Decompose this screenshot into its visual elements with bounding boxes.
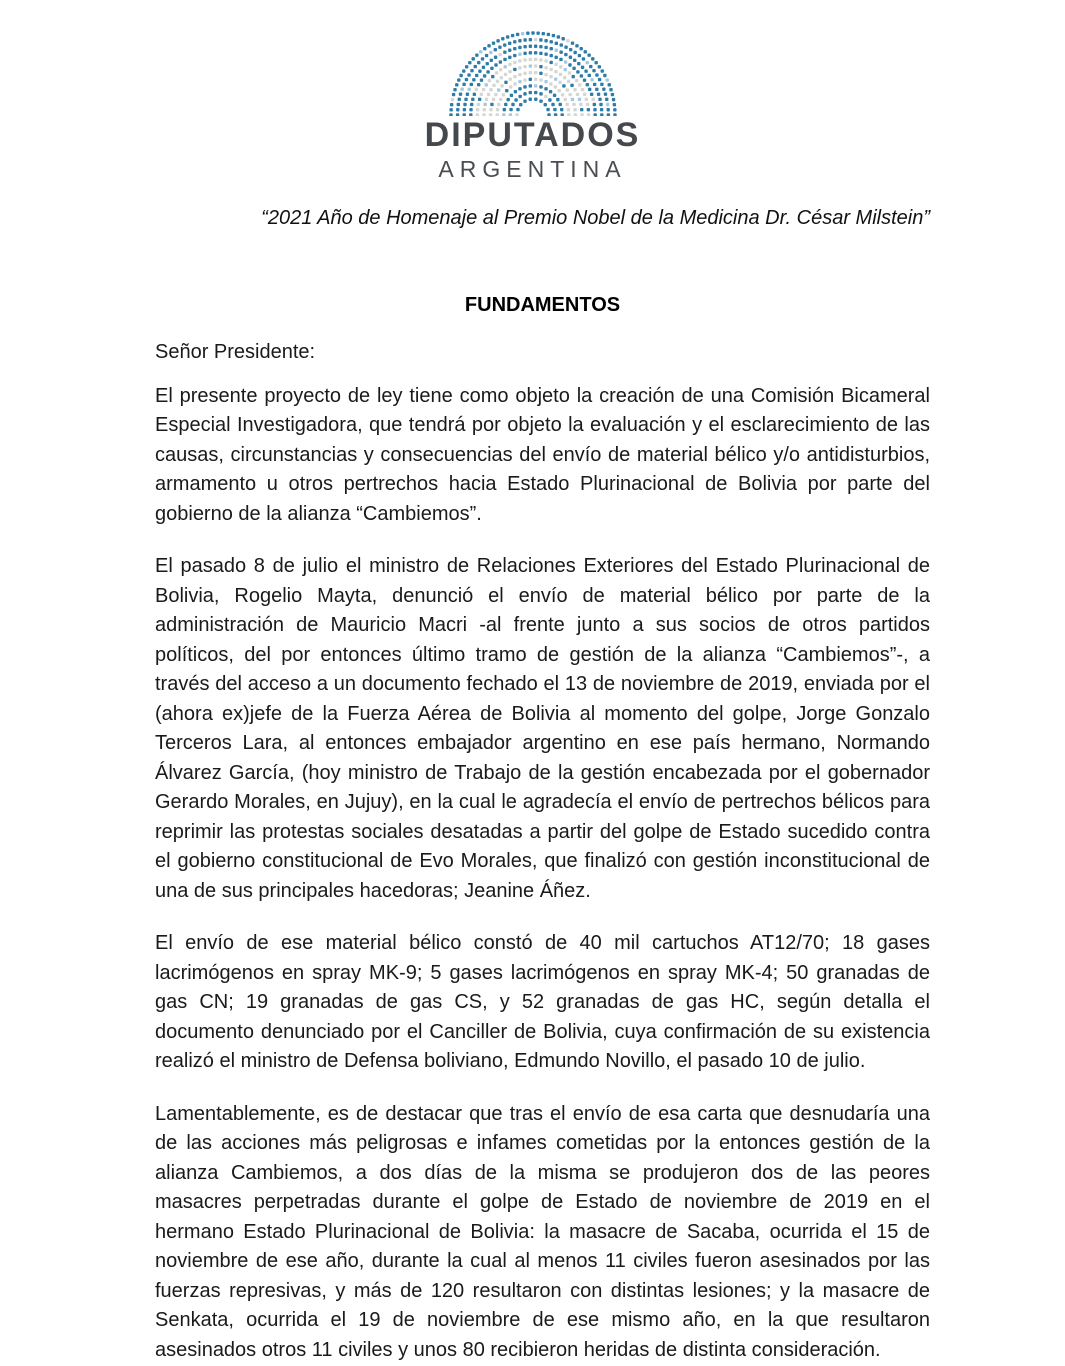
- document-body: [155, 207, 930, 1366]
- paragraph: El pasado 8 de julio el ministro de Relaciones Exteriores del Estado Plurinacional de Bolivia, Rogelio Mayta, denunció el envío de material bélico por parte de la administración de Mauricio Macri -al frente junto a sus socios de otros partidos políticos, del por entonces último tramo de gestión de la alianza “Cambiemos”-, a través del acceso a un documento fechado el 13 de noviembre de 2019, enviada por el (ahora ex)jefe de la Fuerza Aérea de Bolivia al momento del golpe, Jorge Gonzalo Terceros Lara, al entonces embajador argentino en ese país hermano, Normando Álvarez García, (hoy ministro de Trabajo de la gestión encabezada por el gobernador Gerardo Morales, en Jujuy), en la cual le agradecía el envío de pertrechos bélicos para reprimir las protestas sociales desatadas a partir del golpe de Estado sucedido contra el gobierno constitucional de Evo Morales, que finalizó con gestión inconstitucional de una de sus principales hacedoras; Jeanine Áñez.: [155, 555, 930, 902]
- logo-title: DIPUTADOS: [424, 116, 641, 154]
- logo-subtitle: ARGENTINA: [438, 155, 627, 182]
- paragraph-list: [155, 382, 930, 1366]
- hemicycle-parliament-icon: [447, 30, 619, 116]
- year-homage-quote: “2021 Año de Homenaje al Premio Nobel de la Medicina Dr. César Milstein”: [261, 206, 930, 229]
- document-title: FUNDAMENTOS: [464, 293, 621, 316]
- salutation: Señor Presidente:: [155, 340, 316, 363]
- paragraph: El envío de ese material bélico constó de 40 mil cartuchos AT12/70; 18 gases lacrimógenos en spray MK-9; 5 gases lacrimógenos en spray MK-4; 50 granadas de gas CN; 19 granadas de gas CS, y 52 granadas de gas HC, según detalla el documento denunciado por el Canciller de Bolivia, cuya confirmación de su existencia realizó el ministro de Defensa boliviano, Edmundo Novillo, el pasado 10 de julio.: [155, 932, 930, 1073]
- diputados-logo: [0, 30, 1065, 181]
- paragraph: Lamentablemente, es de destacar que tras el envío de esa carta que desnudaría una de las acciones más peligrosas e infames cometidas por la entonces gestión de la alianza Cambiemos, a dos días de la misma se produjeron dos de las peores masacres perpetradas durante el golpe de Estado de noviembre de 2019 en el hermano Estado Plurinacional de Bolivia: la masacre de Sacaba, ocurrida el 15 de noviembre de ese año, durante la cual al menos 11 civiles fueron asesinados por las fuerzas represivas, y más de 120 resultaron con distintas lesiones; y la masacre de Senkata, ocurrida el 19 de noviembre de ese mismo año, en la que resultaron asesinados otros 11 civiles y unos 80 recibieron heridas de distinta consideración.: [155, 1102, 930, 1361]
- paragraph: El presente proyecto de ley tiene como objeto la creación de una Comisión Bicameral Especial Investigadora, que tendrá por objeto la evaluación y el esclarecimiento de las causas, circunstancias y consecuencias del envío de material bélico y/o antidisturbios, armamento u otros pertrechos hacia Estado Plurinacional de Bolivia por parte del gobierno de la alianza “Cambiemos”.: [155, 384, 930, 525]
